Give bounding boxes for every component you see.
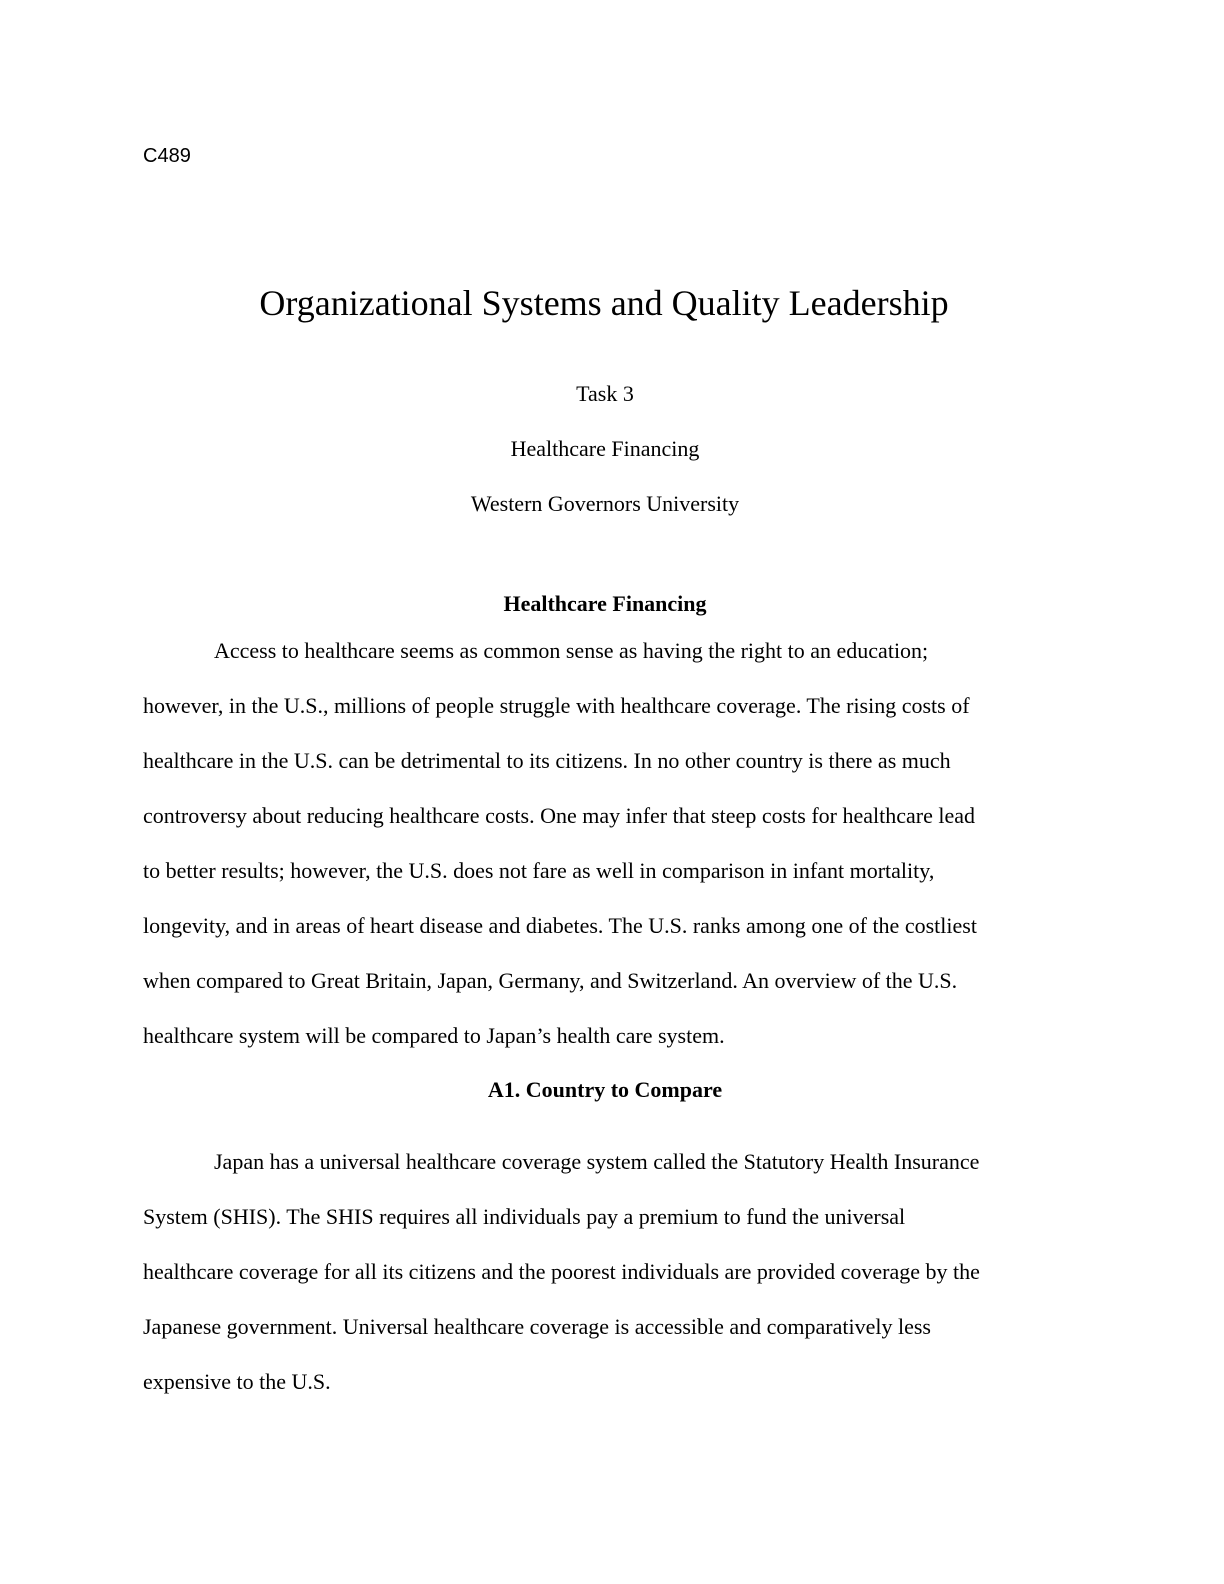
paragraph-line: expensive to the U.S. xyxy=(143,1369,331,1394)
paragraph-line: when compared to Great Britain, Japan, Germany, and Switzerland. An overview of the U.S. xyxy=(143,968,958,993)
paragraph-line: healthcare in the U.S. can be detrimental to its citizens. In no other country is there as much xyxy=(143,748,951,773)
paragraph-line: however, in the U.S., millions of people struggle with healthcare coverage. The rising costs of xyxy=(143,693,970,718)
paragraph-line: Japanese government. Universal healthcare coverage is accessible and comparatively less xyxy=(143,1314,931,1339)
paragraph-line: Japan has a universal healthcare coverage system called the Statutory Health Insurance xyxy=(214,1149,980,1174)
section-heading-healthcare-financing: Healthcare Financing xyxy=(503,591,707,616)
paragraph-line: longevity, and in areas of heart disease and diabetes. The U.S. ranks among one of the costliest xyxy=(143,913,977,938)
paragraph-line: healthcare coverage for all its citizens and the poorest individuals are provided coverage by the xyxy=(143,1259,980,1284)
institution-label: Western Governors University xyxy=(470,491,740,516)
section-body-healthcare-financing xyxy=(143,623,1073,1063)
paragraph-line: System (SHIS). The SHIS requires all individuals pay a premium to fund the universal xyxy=(143,1204,906,1229)
paragraph-line: controversy about reducing healthcare costs. One may infer that steep costs for healthcare lead xyxy=(143,803,975,828)
subject-label: Healthcare Financing xyxy=(510,436,700,461)
paragraph-line: healthcare system will be compared to Japan’s health care system. xyxy=(143,1023,725,1048)
course-code: C489 xyxy=(143,145,191,167)
paragraph-line: Access to healthcare seems as common sense as having the right to an education; xyxy=(214,638,929,663)
section-body-country-to-compare xyxy=(143,1134,1073,1409)
task-label: Task 3 xyxy=(576,381,634,406)
document-title: Organizational Systems and Quality Leadership xyxy=(259,283,949,323)
section-heading-country-to-compare: A1. Country to Compare xyxy=(487,1077,723,1102)
paragraph-line: to better results; however, the U.S. does not fare as well in comparison in infant mortality, xyxy=(143,858,935,883)
